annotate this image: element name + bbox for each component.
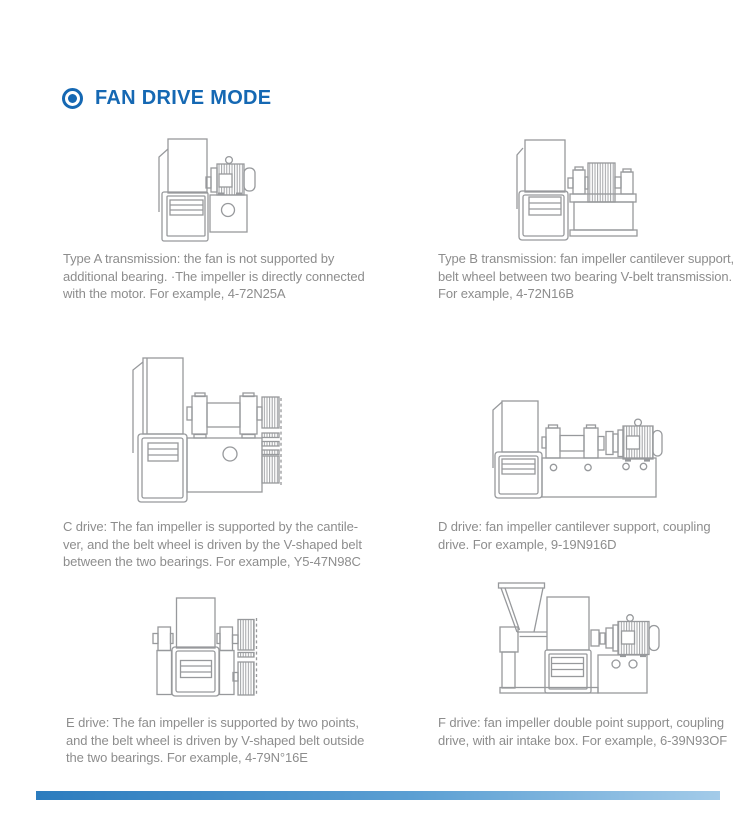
fan-diagram-type-c — [110, 355, 310, 510]
caption-type-d — [438, 518, 740, 553]
caption-type-b — [438, 250, 740, 303]
caption-line: F drive: fan impeller double point support, coupling — [438, 715, 725, 730]
caption-type-c — [63, 518, 375, 571]
bullet-dot — [68, 94, 77, 103]
caption-line: between the two bearings. For example, Y5-47N98C — [63, 554, 361, 569]
caption-line: For example, 4-72N16B — [438, 286, 574, 301]
caption-type-a — [63, 250, 375, 303]
caption-line: Type A transmission: the fan is not supported by — [63, 251, 335, 266]
fan-diagram-type-b — [490, 130, 670, 245]
caption-line: ver, and the belt wheel is driven by the V-shaped belt — [63, 536, 362, 552]
caption-line: belt wheel between two bearing V-belt transmission. — [438, 268, 733, 284]
caption-type-f — [438, 714, 750, 749]
fan-diagram-type-e — [120, 585, 300, 705]
caption-line: and the belt wheel is driven by V-shaped belt outside — [66, 732, 365, 748]
fan-diagram-type-d — [480, 380, 680, 510]
fan-diagram-type-a — [140, 130, 320, 245]
caption-line: drive. For example, 9-19N916D — [438, 536, 617, 552]
footer-accent-bar — [36, 791, 720, 800]
caption-line: D drive: fan impeller cantilever support, coupling — [438, 519, 711, 534]
caption-type-e — [66, 714, 378, 767]
caption-line: Type B transmission: fan impeller cantilever support, — [438, 251, 734, 266]
caption-line: C drive: The fan impeller is supported by the cantile- — [63, 519, 358, 534]
bullet-icon — [62, 88, 83, 109]
caption-line: E drive: The fan impeller is supported by two points, — [66, 715, 359, 730]
fan-diagram-type-f — [480, 575, 680, 705]
caption-line: with the motor. For example, 4-72N25A — [63, 286, 286, 301]
section-header — [62, 87, 271, 110]
page-title: FAN DRIVE MODE — [95, 87, 272, 109]
caption-line: additional bearing. ·The impeller is directly connected — [63, 268, 365, 284]
caption-line: drive, with air intake box. For example, 6-39N93OF — [438, 732, 728, 748]
caption-line: the two bearings. For example, 4-79N°16E — [66, 750, 308, 765]
